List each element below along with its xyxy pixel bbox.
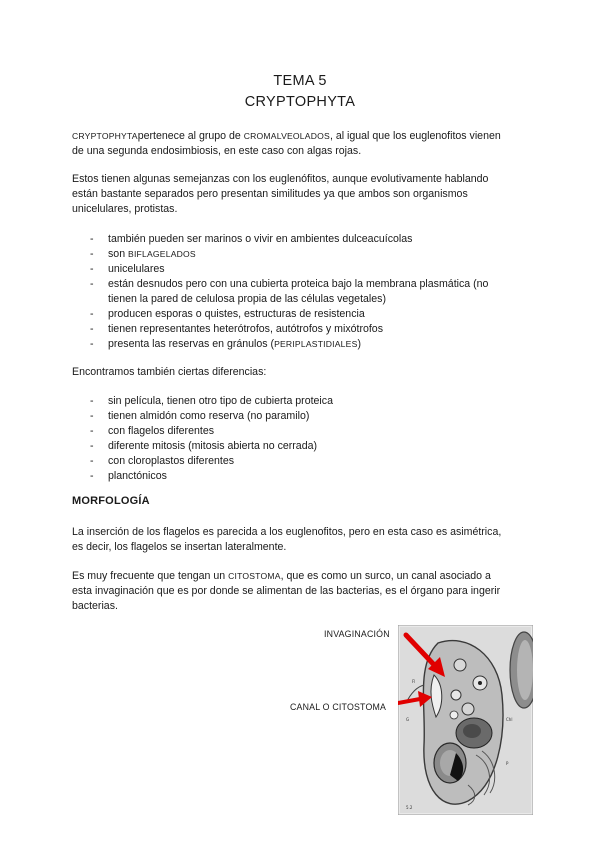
page-title: TEMA 5	[273, 73, 327, 89]
term-cryptophyta: CRYPTOPHYTA	[72, 131, 138, 141]
similarities-intro: Estos tienen algunas semejanzas con los euglenófitos, aunque evolutivamente hablando están bastante separados pero presentan similitudes ya que ambos son organismos unicelulares, protistas.	[72, 173, 489, 215]
micro-label: P	[506, 761, 509, 766]
morph-paragraph-2: Es muy frecuente que tengan un CITOSTOMA, que es como un surco, un canal asociado a esta invaginación que es por donde se alimentan de las bacterias, es el órgano para ingerir bacterias.	[72, 570, 501, 612]
list-item: - son BIFLAGELADOS	[72, 247, 542, 262]
list-item-continuation: tienen la pared de celulosa propia de las células vegetales)	[108, 293, 386, 305]
list-item: - sin película, tienen otro tipo de cubierta proteica	[72, 394, 542, 409]
list-item: - diferente mitosis (mitosis abierta no cerrada)	[72, 439, 542, 454]
cryptophyta-micrograph	[398, 625, 533, 815]
list-item: - tienen representantes heterótrofos, autótrofos y mixótrofos	[72, 322, 542, 337]
section-heading-morfologia: MORFOLOGÍA	[72, 495, 150, 507]
list-item: - producen esporas o quistes, estructuras de resistencia	[72, 307, 542, 322]
term-cromalveolados: CROMALVEOLADOS	[243, 131, 330, 141]
list-item: - presenta las reservas en gránulos (PERIPLASTIDIALES)	[72, 337, 542, 352]
label-invaginacion: INVAGINACIÓN	[324, 629, 390, 639]
list-item: - unicelulares	[72, 262, 542, 277]
similarities-list	[72, 232, 542, 352]
morph-paragraph-1: La inserción de los flagelos es parecida a los euglenofitos, pero en esta caso es asimétrica, es decir, los flagelos se insertan lateralmente.	[72, 526, 502, 553]
term-citostoma: CITOSTOMA	[228, 571, 281, 581]
label-canal-citostoma: CANAL O CITOSTOMA	[290, 702, 387, 712]
list-item: - con flagelos diferentes	[72, 424, 542, 439]
intro-line-1: CRYPTOPHYTApertenece al grupo de CROMALVEOLADOS, al igual que los euglenofitos vienen	[72, 130, 501, 142]
micro-label: Fl	[412, 679, 416, 684]
differences-list	[72, 394, 542, 484]
intro-paragraph	[72, 129, 542, 159]
list-item: - planctónicos	[72, 469, 542, 484]
page-subtitle: CRYPTOPHYTA	[244, 94, 356, 110]
differences-intro: Encontramos también ciertas diferencias:	[72, 366, 267, 378]
micro-label: 5.2	[406, 805, 413, 810]
micro-label: G	[406, 717, 410, 722]
list-item: - con cloroplastos diferentes	[72, 454, 542, 469]
list-item: - también pueden ser marinos o vivir en ambientes dulceacuícolas	[72, 232, 542, 247]
intro-line-2: de una segunda endosimbiosis, en este caso con algas rojas.	[72, 145, 362, 157]
list-item: - tienen almidón como reserva (no paramilo)	[72, 409, 542, 424]
list-item: - están desnudos pero con una cubierta proteica bajo la membrana plasmática (no	[72, 277, 542, 292]
micro-label: Chl	[506, 717, 513, 722]
